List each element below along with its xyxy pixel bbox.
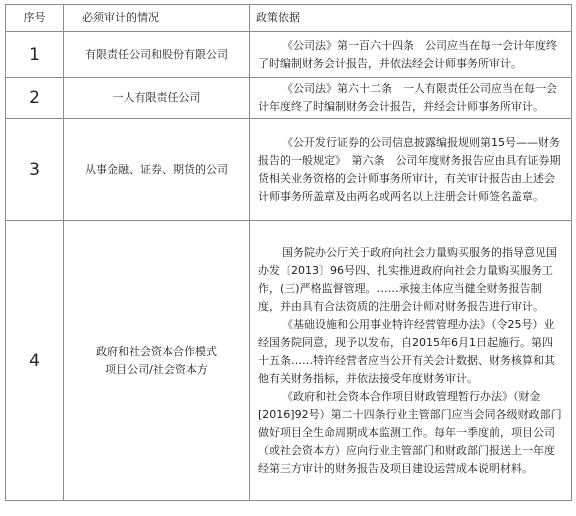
header-policy-basis: 政策依据: [250, 5, 572, 32]
row-policy-basis: [250, 119, 572, 221]
header-situation: 必须审计的情况: [64, 5, 250, 32]
policy-paragraph: 《公开发行证券的公司信息披露编报规则第15号——财务报告的一般规定》 第六条 公司年度财务报告应由具有证券期货相关业务资格的会计师事务所审计，有关审计报告由上述会计师事务所盖章及由两名或两名以上注册会计师签名盖章。: [258, 135, 561, 203]
policy-paragraph: 《基础设施和公用事业特许经营管理办法》（令25号）业经国务院同意，现予以发布，自2015年6月1日起施行。第四十五条……特许经营者应当公开有关会计数据、财务核算和其他有关财务指标，并依法接受年度财务审计。: [258, 317, 555, 385]
table-row: [6, 221, 572, 501]
row-situation: 一人有限责任公司: [64, 78, 250, 119]
audit-requirements-table: [5, 4, 572, 501]
row-situation: [64, 221, 250, 501]
table-row: [6, 32, 572, 78]
policy-paragraph: 《政府和社会资本合作项目财政管理暂行办法》（财金[2016]92号）第二十四条行业主管部门应当会同各级财政部门做好项目全生命周期成本监测工作。每年一季度前，项目公司（或社会资本方）应向行业主管部门和财政部门报送上一年度经第三方审计的财务报告及项目建设运营成本说明材料。: [258, 389, 562, 475]
table-row: [6, 78, 572, 119]
row-number: 1: [6, 32, 64, 78]
row-situation-line: 项目公司/社会资本方: [105, 362, 208, 376]
row-number: 2: [6, 78, 64, 119]
table-row: [6, 119, 572, 221]
header-serial-number: 序号: [6, 5, 64, 32]
policy-paragraph: 国务院办公厅关于政府向社会力量购买服务的指导意见国办发〔2013〕96号四、扎实推进政府向社会力量购买服务工作，(三)严格监督管理。……承接主体应当健全财务报告制度，并由具有合法资质的注册会计师对财务报告进行审计。: [258, 245, 557, 313]
policy-paragraph: 《公司法》第一百六十四条 公司应当在每一会计年度终了时编制财务会计报告，并依法经会计师事务所审计。: [258, 38, 557, 70]
row-policy-basis: [250, 78, 572, 119]
row-policy-basis: [250, 32, 572, 78]
row-policy-basis: [250, 221, 572, 501]
row-situation: 有限责任公司和股份有限公司: [64, 32, 250, 78]
row-situation: 从事金融、证券、期货的公司: [64, 119, 250, 221]
table-header-row: [6, 5, 572, 32]
row-number: 4: [6, 221, 64, 501]
row-number: 3: [6, 119, 64, 221]
policy-paragraph: 《公司法》第六十二条 一人有限责任公司应当在每一会计年度终了时编制财务会计报告，并经会计师事务所审计。: [258, 82, 557, 113]
row-situation-line: 政府和社会资本合作模式: [96, 344, 217, 358]
